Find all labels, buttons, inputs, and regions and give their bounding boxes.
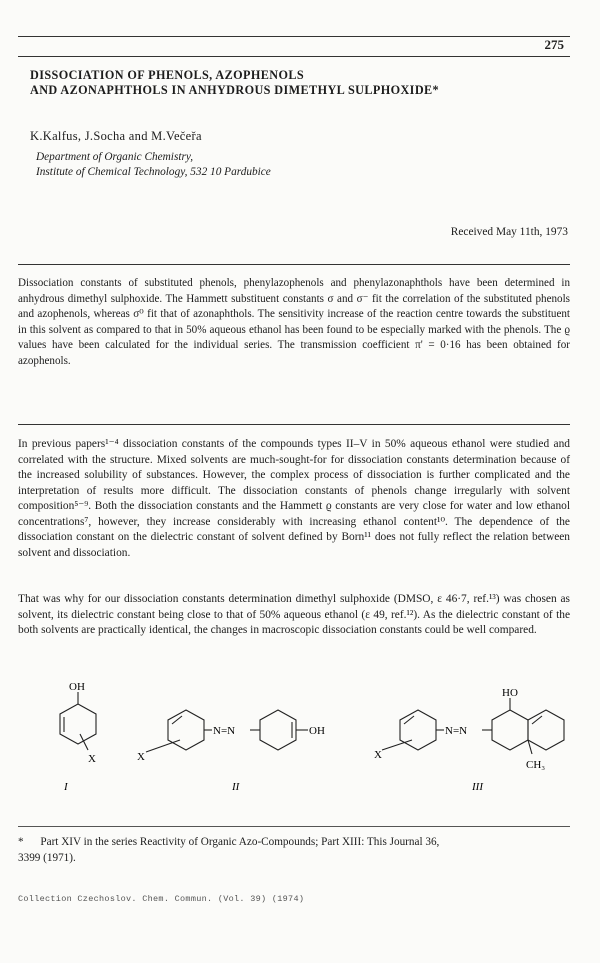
affiliation-line-1: Department of Organic Chemistry, — [36, 151, 194, 163]
x-label-I: X — [88, 753, 96, 765]
title-line-1: DISSOCIATION OF PHENOLS, AZOPHENOLS — [30, 68, 305, 82]
x-label-III: X — [374, 749, 382, 761]
footnote — [18, 834, 578, 866]
x-label-II: X — [137, 751, 145, 763]
ch3-label-III: CH₃ — [526, 759, 546, 771]
affiliation-line-2: Institute of Chemical Technology, 532 10 Pardubice — [36, 166, 271, 178]
header-rule-top — [18, 36, 570, 37]
header-rule-bottom — [18, 56, 570, 57]
naphthalene-ring-III-a — [492, 710, 528, 750]
body-paragraph-1: In previous papers¹⁻⁴ dissociation constants of the compounds types II–V in 50% aqueous ethanol were studied and correlated with the structure. Mixed solvents are much-sought-for for dissociation constants determination because of the increased solubility of substances. However, the complex process of dissociation is further complicated and the interpretation of results more difficult. The dissociation constants of phenols change irregularly with solvent composition⁵⁻⁹. Both the dissociation constants and the Hammett ϱ constants are very close for water and low ethanol concentrations⁷, however, they increase considerably with increasing ethanol content¹⁰. The dependence of the dissociation constant on the dielectric constant of solvent defined by Born¹¹ does not fully reflect the relation between solvent and dissociation. — [18, 438, 570, 559]
footnote-text-1: Part XIV in the series Reactivity of Organic Azo-Compounds; Part XIII: This Journal 36, — [40, 836, 440, 848]
oh-label-II: OH — [309, 725, 325, 737]
compound-I-structure — [60, 692, 96, 750]
paper-title — [30, 68, 570, 98]
benzene-ring-I — [60, 704, 96, 744]
footnote-rule — [18, 826, 570, 827]
naphthalene-ring-III-b — [528, 710, 564, 750]
oh-label-I: OH — [69, 682, 85, 693]
ho-label-III: HO — [502, 687, 518, 699]
benzene-ring-III — [400, 710, 436, 750]
compound-label-II: II — [232, 781, 240, 793]
footnote-marker: * — [18, 836, 24, 848]
compound-III-structure — [382, 698, 564, 754]
affiliation — [36, 150, 271, 180]
body-paragraph-2: That was why for our dissociation constants determination dimethyl sulphoxide (DMSO, ε 46·7, ref.¹³) was chosen as solvent, its dielectric constant being close to that of 50% aqueous ethanol (ε 49, ref.¹²). As the dielectric constant of the both solvents are practically identical, the changes in macroscopic dissociation constants could be well compared. — [18, 593, 570, 636]
azo-label-II: N=N — [213, 725, 236, 737]
page-number: 275 — [544, 37, 564, 52]
footnote-line-1 — [18, 834, 578, 850]
benzene-ring-IIa — [168, 710, 204, 750]
received-date: Received May 11th, 1973 — [450, 226, 568, 238]
azo-label-III: N=N — [445, 725, 468, 737]
structures-figure — [20, 682, 580, 800]
compound-label-I: I — [64, 781, 68, 793]
abstract-rule-top — [18, 264, 570, 265]
x-bond-II — [146, 740, 180, 752]
journal-line: Collection Czechoslov. Chem. Commun. (Vol. 39) (1974) — [18, 894, 305, 904]
title-line-2: AND AZONAPHTHOLS IN ANHYDROUS DIMETHYL SULPHOXIDE* — [30, 83, 440, 97]
abstract-rule-bottom — [18, 424, 570, 425]
footnote-line-2: 3399 (1971). — [18, 852, 76, 864]
abstract: Dissociation constants of substituted phenols, phenylazophenols and phenylazonaphthols have been determined in anhydrous dimethyl sulphoxide. The Hammett substituent constants σ and σ⁻ fit the correlation of the substituted phenols and azophenols, whereas σ⁰ fit that of azonaphthols. The sensitivity increase of the reaction centre towards the substituent in this solvent as compared to that in 50% aqueous ethanol has been found to be especially marked with the phenols. The ϱ values have been calculated for the individual series. The transmission coefficient π' = 0·16 has been obtained for azophenols. — [18, 277, 570, 367]
x-bond-III — [382, 740, 412, 750]
benzene-ring-IIb — [260, 710, 296, 750]
authors: K.Kalfus, J.Socha and M.Večeřa — [30, 129, 202, 143]
compound-label-III: III — [472, 781, 483, 793]
